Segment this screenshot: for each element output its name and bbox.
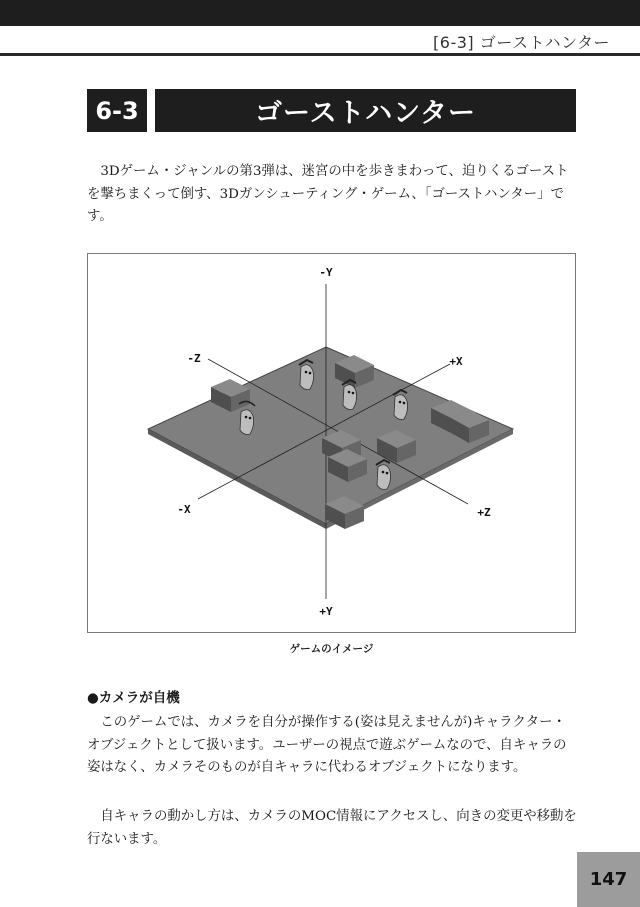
top-bar [0, 0, 640, 26]
axis-label-pos-z: +Z [477, 506, 491, 519]
axis-label-neg-y: -Y [319, 266, 333, 279]
subsection-heading: ●カメラが自機 [87, 690, 180, 706]
body-paragraph: このゲームでは、カメラを自分が操作する(姿は見えませんが)キャラクター・オブジェクトとして扱います。ユーザーの視点で遊ぶゲームなので、自キャラの姿はなく、カメラそのものが自キャラに代わるオブジェクトになります。 [87, 715, 567, 775]
axis-label-neg-x: -X [177, 503, 191, 516]
body-paragraph: 自キャラの動かし方は、カメラのMOC情報にアクセスし、向きの変更や移動を行ないます。 [87, 809, 577, 847]
axis-label-pos-y: +Y [319, 605, 333, 618]
header-rule [0, 53, 640, 56]
intro-paragraph: 3Dゲーム・ジャンルの第3弾は、迷宮の中を歩きまわって、迫りくるゴーストを撃ちまくって倒す、3Dガンシューティング・ゲーム、「ゴーストハンター」です。 [87, 164, 569, 224]
isometric-scene [88, 254, 575, 632]
figure-caption: ゲームのイメージ [289, 643, 374, 655]
axis-label-pos-x: +X [449, 355, 463, 368]
section-title: ゴーストハンター [155, 89, 576, 132]
running-head: [6-3] ゴーストハンター [433, 33, 610, 52]
axis-label-neg-z: -Z [187, 352, 201, 365]
game-image-figure [87, 253, 576, 633]
section-number: 6-3 [87, 89, 147, 132]
page-number: 147 [577, 852, 640, 907]
